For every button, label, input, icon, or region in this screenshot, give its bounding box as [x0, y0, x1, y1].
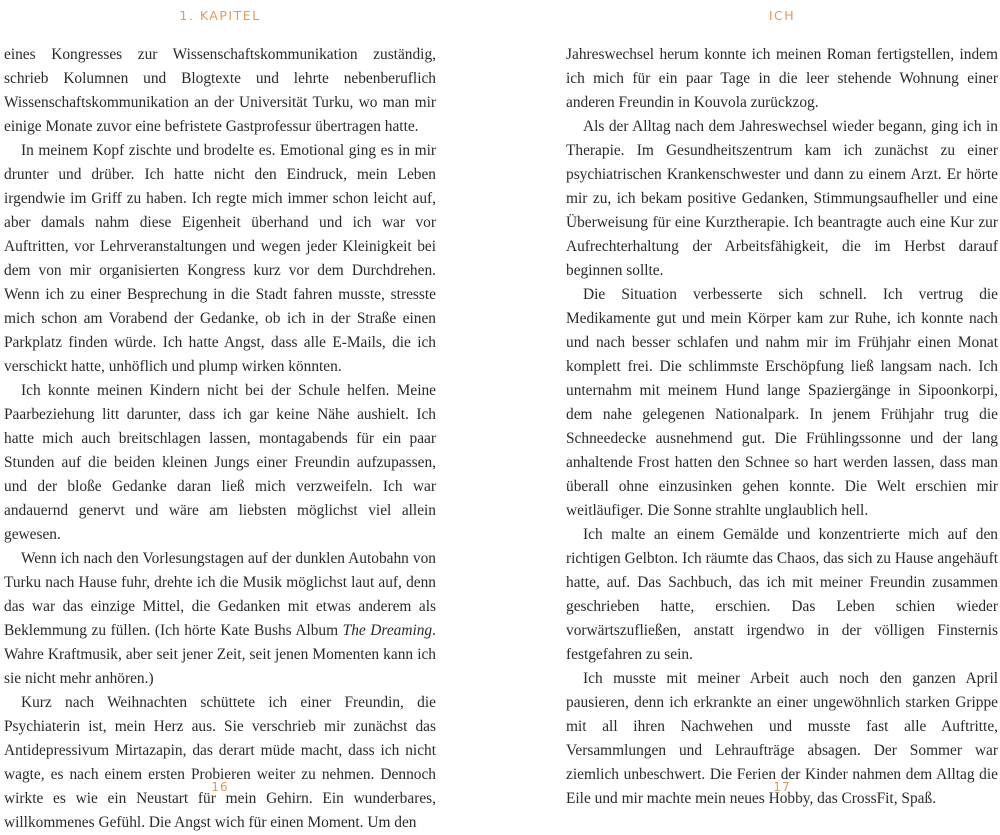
paragraph: Ich konnte meinen Kindern nicht bei der Schule helfen. Meine Paarbeziehung litt darunter, dass ich gar keine Nähe aushielt. Ich hatte mich auch breitschlagen lassen, montagabends für ein paar Stunden auf die beiden kleinen Jungs einer Freundin aufzupassen, und der bloße Gedanke daran ließ mich verzweifeln. Ich war andauernd genervt und wäre am liebsten möglichst viel allein gewesen. — [4, 382, 436, 543]
paragraph — [4, 547, 436, 691]
paragraph: eines Kongresses zur Wissenschaftskommunikation zuständig, schrieb Kolumnen und Blogtexte und lehrte nebenberuflich Wissenschaftskommunikation an der Universität Turku, wo man mir einige Monate zuvor eine befristete Gastprofessur übertragen hatte. — [4, 46, 436, 135]
right-body-text — [566, 43, 998, 811]
album-title: The Dreaming — [342, 622, 433, 639]
paragraph-text: Wenn ich nach den Vorlesungstagen auf der dunklen Autobahn von Turku nach Hause fuhr, drehte ich die Musik möglichst laut auf, denn das war das einzige Mittel, die Gedanken mit etwas anderem als Beklemmung zu füllen. (Ich hörte Kate Bushs Album — [4, 550, 436, 639]
title-running-head: ICH — [768, 8, 796, 23]
paragraph: Ich musste mit meiner Arbeit auch noch den ganzen April pausieren, denn ich erkrankte an einer ungewöhnlich starken Grippe mit all ihren Nachwehen und musste fast alle Auftritte, Versammlungen und Lehraufträge absagen. Der Sommer war ziemlich unbeschwert. Die Ferien der Kinder nahmen dem Alltag die Eile und mir machte mein neues Hobby, das CrossFit, Spaß. — [566, 670, 998, 807]
paragraph: Ich malte an einem Gemälde und konzentrierte mich auf den richtigen Gelbton. Ich räumte das Chaos, das sich zu Hause angehäuft hatte, auf. Das Sachbuch, das ich mit meiner Freundin zusammen geschrieben hatte, erschien. Das Leben schien wieder vorwärtszufließen, anstatt irgendwo in der völligen Finsternis festgefahren zu sein. — [566, 526, 998, 663]
paragraph-text: . Wahre Kraftmusik, aber seit jener Zeit, seit jenen Momenten kann ich sie nicht mehr anhören.) — [4, 622, 436, 687]
left-page — [4, 0, 436, 831]
left-body-text — [4, 43, 436, 835]
paragraph: Die Situation verbesserte sich schnell. Ich vertrug die Medikamente gut und mein Körper kam zur Ruhe, ich konnte nach und nach besser schlafen und nahm mir im Frühjahr einen Monat komplett frei. Die schlimmste Erschöpfung ließ langsam nach. Ich unternahm mit meinem Hund lange Spaziergänge in Sipoonkorpi, dem nahe gelegenen Nationalpark. In jenem Frühjahr trug die Schneedecke ausnehmend gut. Die Frühlingssonne und der lang anhaltende Frost hatten den Schnee so hart werden lassen, dass man überall ohne einzusinken gehen konnte. Die Welt erschien mir weitläufiger. Die Sonne strahlte unglaublich hell. — [566, 286, 998, 519]
paragraph: Als der Alltag nach dem Jahreswechsel wieder begann, ging ich in Therapie. Im Gesundheitszentrum kam ich zunächst zu einer psychiatrischen Krankenschwester und dann zu einem Arzt. Er hörte mir zu, ich bekam positive Gedanken, Stimmungsaufheller und eine Überweisung für eine Kurztherapie. Ich beantragte auch eine Kur zur Aufrechterhaltung der Arbeitsfähigkeit, die im Herbst darauf beginnen sollte. — [566, 118, 998, 279]
paragraph: Kurz nach Weihnachten schüttete ich einer Freundin, die Psychiaterin ist, mein Herz aus. Sie verschrieb mir zunächst das Antidepressivum Mirtazapin, das derart müde macht, dass ich nicht wagte, es nach einem ersten Probieren weiter zu nehmen. Dennoch wirkte es wie ein Neustart für mein Gehirn. Ein wunderbares, willkommenes Gefühl. Die Angst wich für einen Moment. Um den — [4, 694, 436, 831]
page-number: 16 — [211, 780, 229, 794]
right-page — [566, 0, 998, 807]
chapter-running-head: 1. KAPITEL — [179, 8, 261, 23]
paragraph: In meinem Kopf zischte und brodelte es. Emotional ging es in mir drunter und drüber. Ich hatte nicht den Eindruck, mein Leben irgendwie im Griff zu haben. Ich regte mich immer schon leicht auf, aber damals nahm diese Eigenheit überhand und ich war vor Auftritten, vor Lehrveranstaltungen und wegen jeder Kleinigkeit bei dem von mir organisierten Kongress kurz vor dem Durchdrehen. Wenn ich zu einer Besprechung in die Stadt fahren musste, stresste mich schon am Vorabend der Gedanke, ob ich in der Straße einen Parkplatz finden würde. Ich hatte Angst, dass alle E-Mails, die ich verschickt hatte, unhöflich und plump wirken könnten. — [4, 142, 436, 375]
page-number: 17 — [773, 780, 791, 794]
paragraph: Jahreswechsel herum konnte ich meinen Roman fertigstellen, indem ich mich für ein paar Tage in die leer stehende Wohnung einer anderen Freundin in Kouvola zurückzog. — [566, 46, 998, 111]
